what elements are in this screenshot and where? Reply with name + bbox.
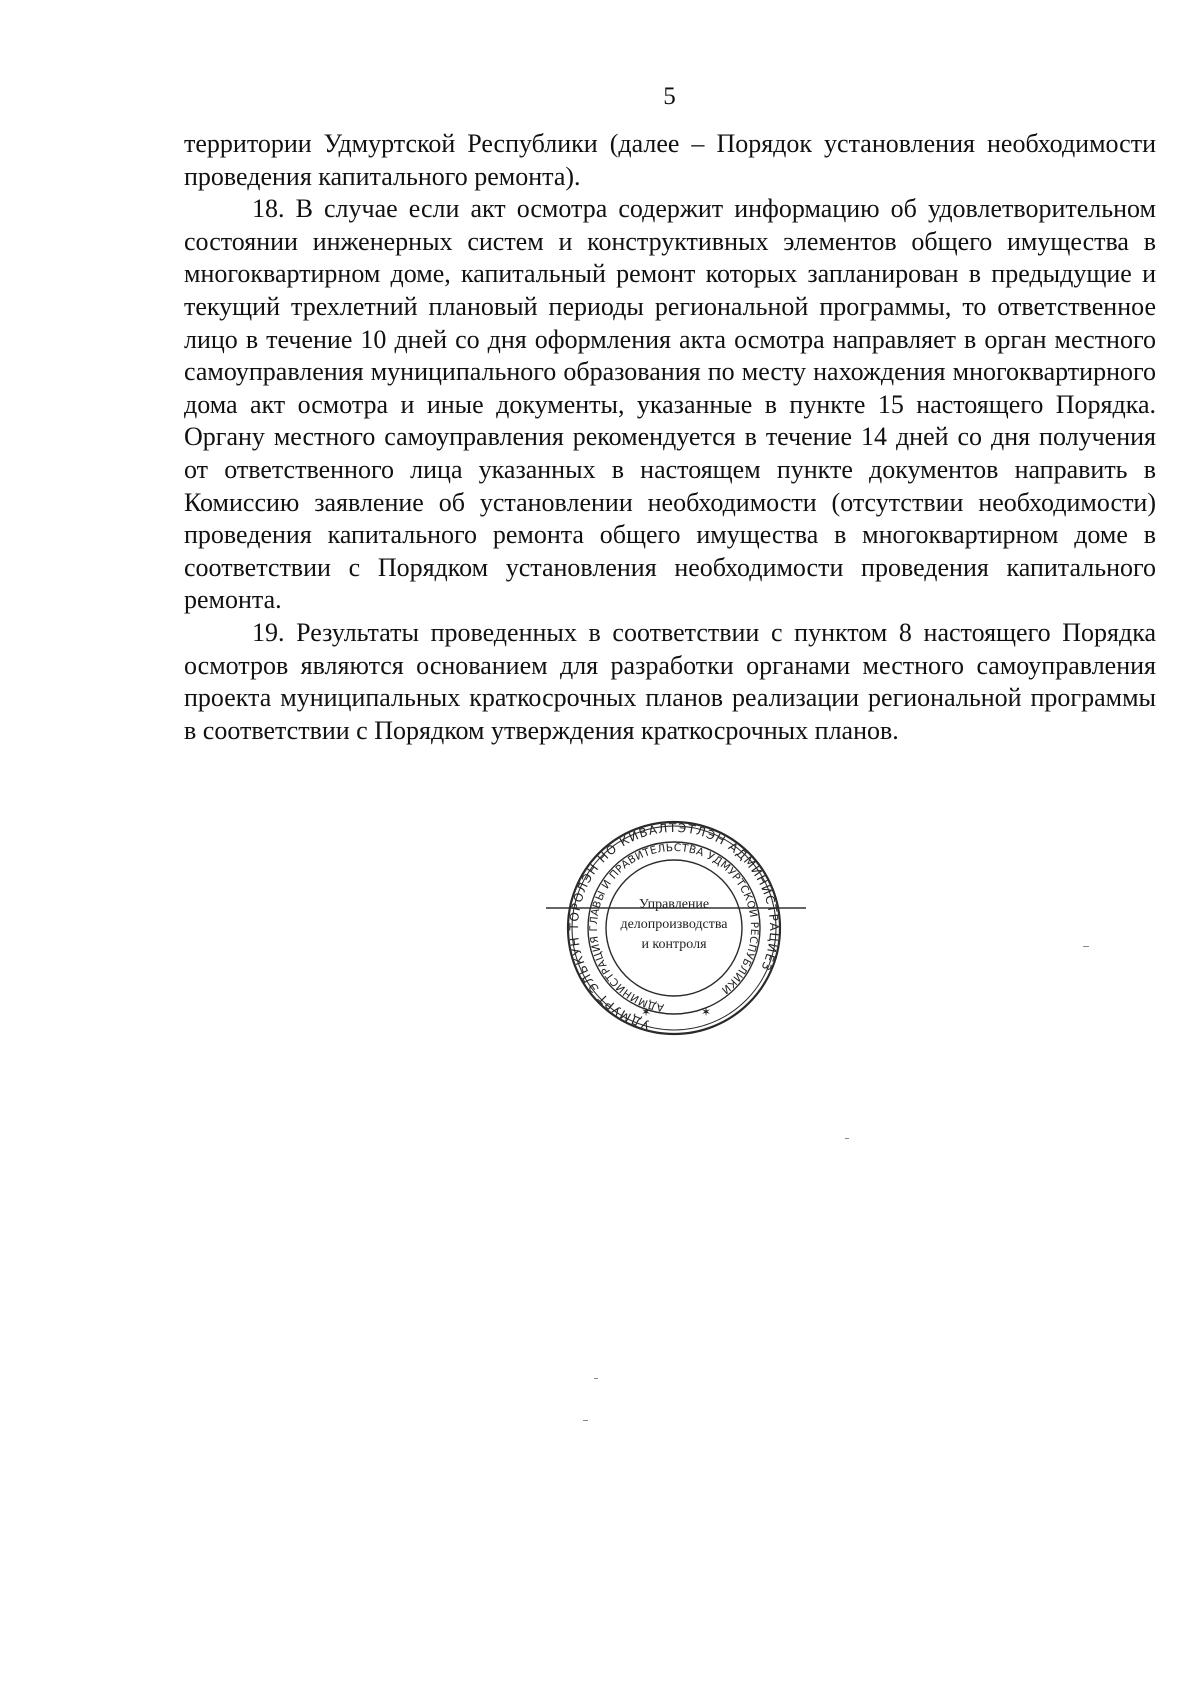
seal-graphic — [546, 818, 806, 1038]
paragraph-item-18: 18. В случае если акт осмотра содержит информацию об удовлетворительном состоянии инженерных систем и конструктивных элементов общего имущества в многоквартирном доме, капитальный ремонт которых запланирован в предыдущие и текущий трехлетний плановый периоды региональной программы, то ответственное лицо в течение 10 дней со дня оформления акта осмотра направляет в орган местного самоуправления муниципального образования по месту нахождения многоквартирного дома акт осмотра и иные документы, указанные в пункте 15 настоящего Порядка. Органу местного самоуправления рекомендуется в течение 14 дней со дня получения от ответственного лица указанных в настоящем пункте документов направить в Комиссию заявление об установлении необходимости (отсутствии необходимости) проведения капитального ремонта общего имущества в многоквартирном доме в соответствии с Порядком установления необходимости проведения капитального ремонта. — [184, 194, 1156, 615]
seal-center-line-3: и контроля — [641, 937, 707, 952]
seal-center-line-2: делопроизводства — [620, 917, 728, 932]
seal-star-icon: ✶ — [641, 1005, 652, 1019]
seal-star-icon: ✶ — [701, 1005, 712, 1019]
document-body — [184, 128, 1156, 747]
paragraph-continuation: территории Удмуртской Республики (далее – Порядок установления необходимости проведения капитального ремонта). — [184, 129, 1156, 191]
seal-inner-text: АДМИНИСТРАЦИЯ ГЛАВЫ И ПРАВИТЕЛЬСТВА УДМУРТСКОЙ РЕСПУБЛИКИ — [588, 841, 761, 1014]
seal-outer-text: УДМУРТ ЭЛЬКУН ТÖРОЛЭН НО КИВАЛТЭТЛЭН АДМИНИСТРАЦИЕЗ — [566, 820, 782, 1032]
official-seal — [546, 818, 806, 1038]
page-number: 5 — [663, 83, 676, 110]
seal-center-line-1: Управление — [638, 897, 710, 912]
paragraph-item-19: 19. Результаты проведенных в соответствии с пунктом 8 настоящего Порядка осмотров являются основанием для разработки органами местного самоуправления проекта муниципальных краткосрочных планов реализации региональной программы в соответствии с Порядком утверждения краткосрочных планов. — [184, 617, 1156, 745]
